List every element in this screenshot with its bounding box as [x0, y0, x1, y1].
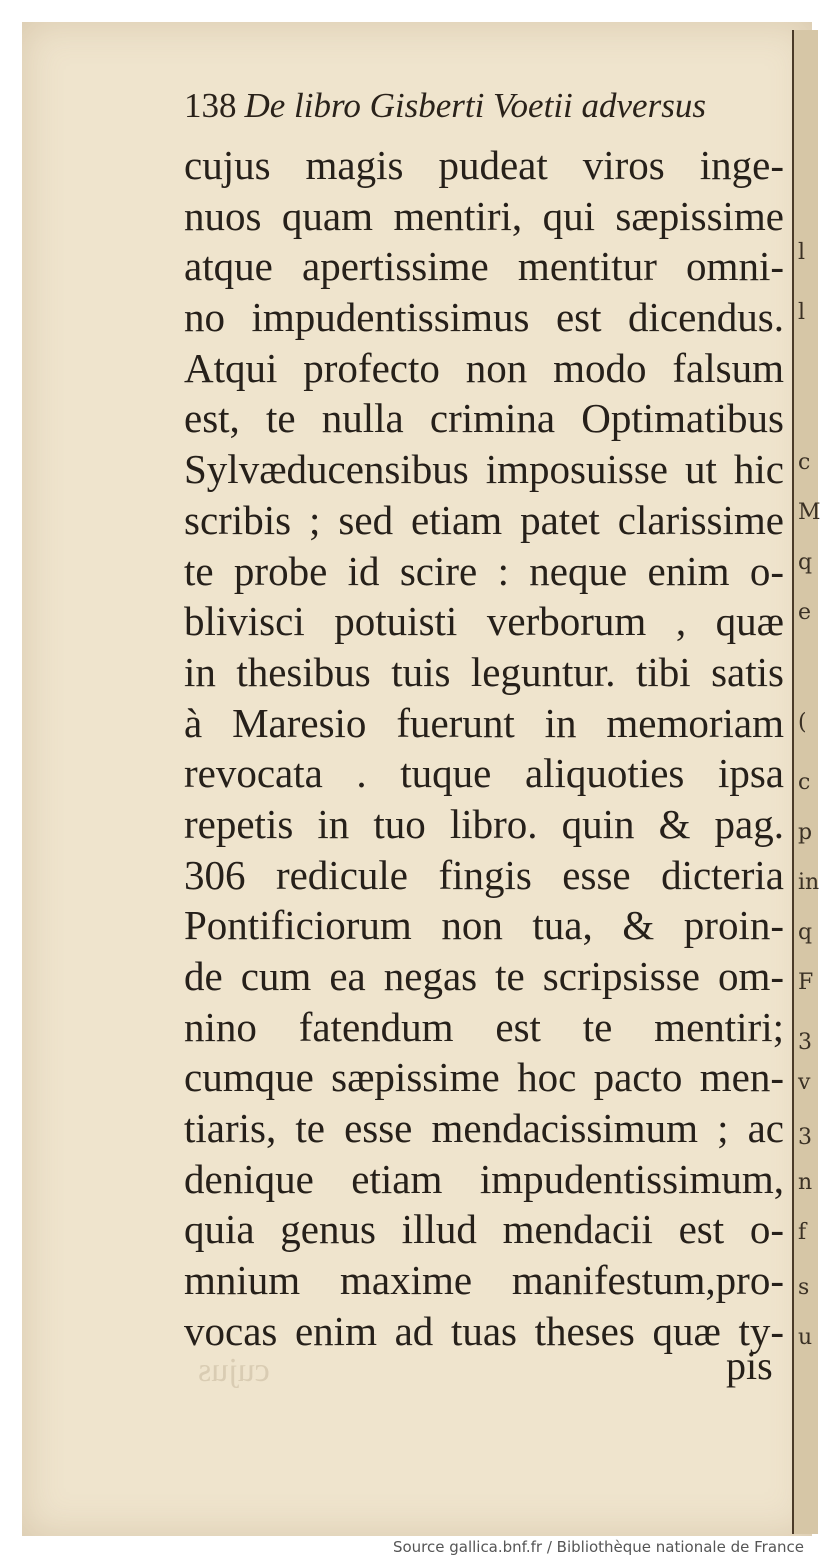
facing-page-char: 3 [798, 1030, 812, 1055]
facing-page-char: q [798, 550, 813, 575]
text-line: scribis ; sed etiam patet clarissime [184, 496, 784, 543]
running-title: De libro Gisberti Voetii adversus [244, 86, 706, 125]
text-line: est, te nulla crimina Optimatibus [184, 395, 784, 442]
text-line: Pontificiorum non tua, & proin- [184, 902, 784, 949]
text-line: revocata . tuque aliquoties ipsa [184, 750, 784, 797]
facing-page-char: n [798, 1170, 813, 1195]
facing-page-char: e [798, 600, 812, 625]
catchword: pis [726, 1343, 773, 1388]
text-line: 306 redicule fingis esse dicteria [184, 851, 784, 898]
text-line: no impudentissimus est dicendus. [184, 294, 784, 341]
text-line: cujus magis pudeat viros inge- [184, 142, 784, 188]
facing-page-char: s [798, 1275, 810, 1300]
text-line: tiaris, te esse mendacissimum ; ac [184, 1105, 784, 1152]
text-line: mnium maxime manifestum,pro- [184, 1257, 784, 1304]
text-line: cumque sæpissime hoc pacto men- [184, 1054, 784, 1101]
text-line: nino fatendum est te mentiri; [184, 1003, 784, 1050]
text-line: blivisci potuisti verborum , quæ [184, 598, 784, 645]
running-head [184, 86, 744, 126]
facing-page-char: p [798, 820, 813, 845]
body-text [184, 140, 784, 1357]
facing-page-edge [792, 30, 821, 1534]
facing-page-char: l [798, 240, 806, 265]
facing-page-char: ( [798, 710, 807, 735]
text-line: Atqui profecto non modo falsum [184, 344, 784, 391]
text-line: repetis in tuo libro. quin & pag. [184, 800, 784, 847]
text-line: quia genus illud mendacii est o- [184, 1206, 784, 1253]
text-line: in thesibus tuis leguntur. tibi satis [184, 648, 784, 695]
text-line: vocas enim ad tuas theses quæ ty- [184, 1307, 784, 1354]
facing-page-char: F [798, 970, 814, 995]
text-line: nuos quam mentiri, qui sæpissime [184, 192, 784, 239]
facing-page-char: c [798, 770, 811, 795]
facing-page-char: in [798, 870, 820, 895]
facing-page-char: l [798, 300, 806, 325]
text-line: denique etiam impudentissimum, [184, 1155, 784, 1202]
facing-page-char: M [798, 500, 821, 525]
text-line: atque apertissime mentitur omni- [184, 243, 784, 290]
facing-page-char: q [798, 920, 813, 945]
facing-page-char: u [798, 1325, 813, 1350]
bleed-through-text: cujus [198, 1352, 270, 1389]
text-line: Sylvæducensibus imposuisse ut hic [184, 446, 784, 493]
facing-page-char: c [798, 450, 811, 475]
text-line: à Maresio fuerunt in memoriam [184, 699, 784, 746]
facing-page-char: v [798, 1070, 811, 1095]
source-credit: Source gallica.bnf.fr / Bibliothèque nationale de France [392, 1538, 804, 1556]
facing-page-char: f [798, 1220, 807, 1245]
facing-page-char: 3 [798, 1125, 812, 1150]
text-line: te probe id scire : neque enim o- [184, 547, 784, 594]
text-line: de cum ea negas te scripsisse om- [184, 953, 784, 999]
page-number: 138 [184, 86, 237, 125]
